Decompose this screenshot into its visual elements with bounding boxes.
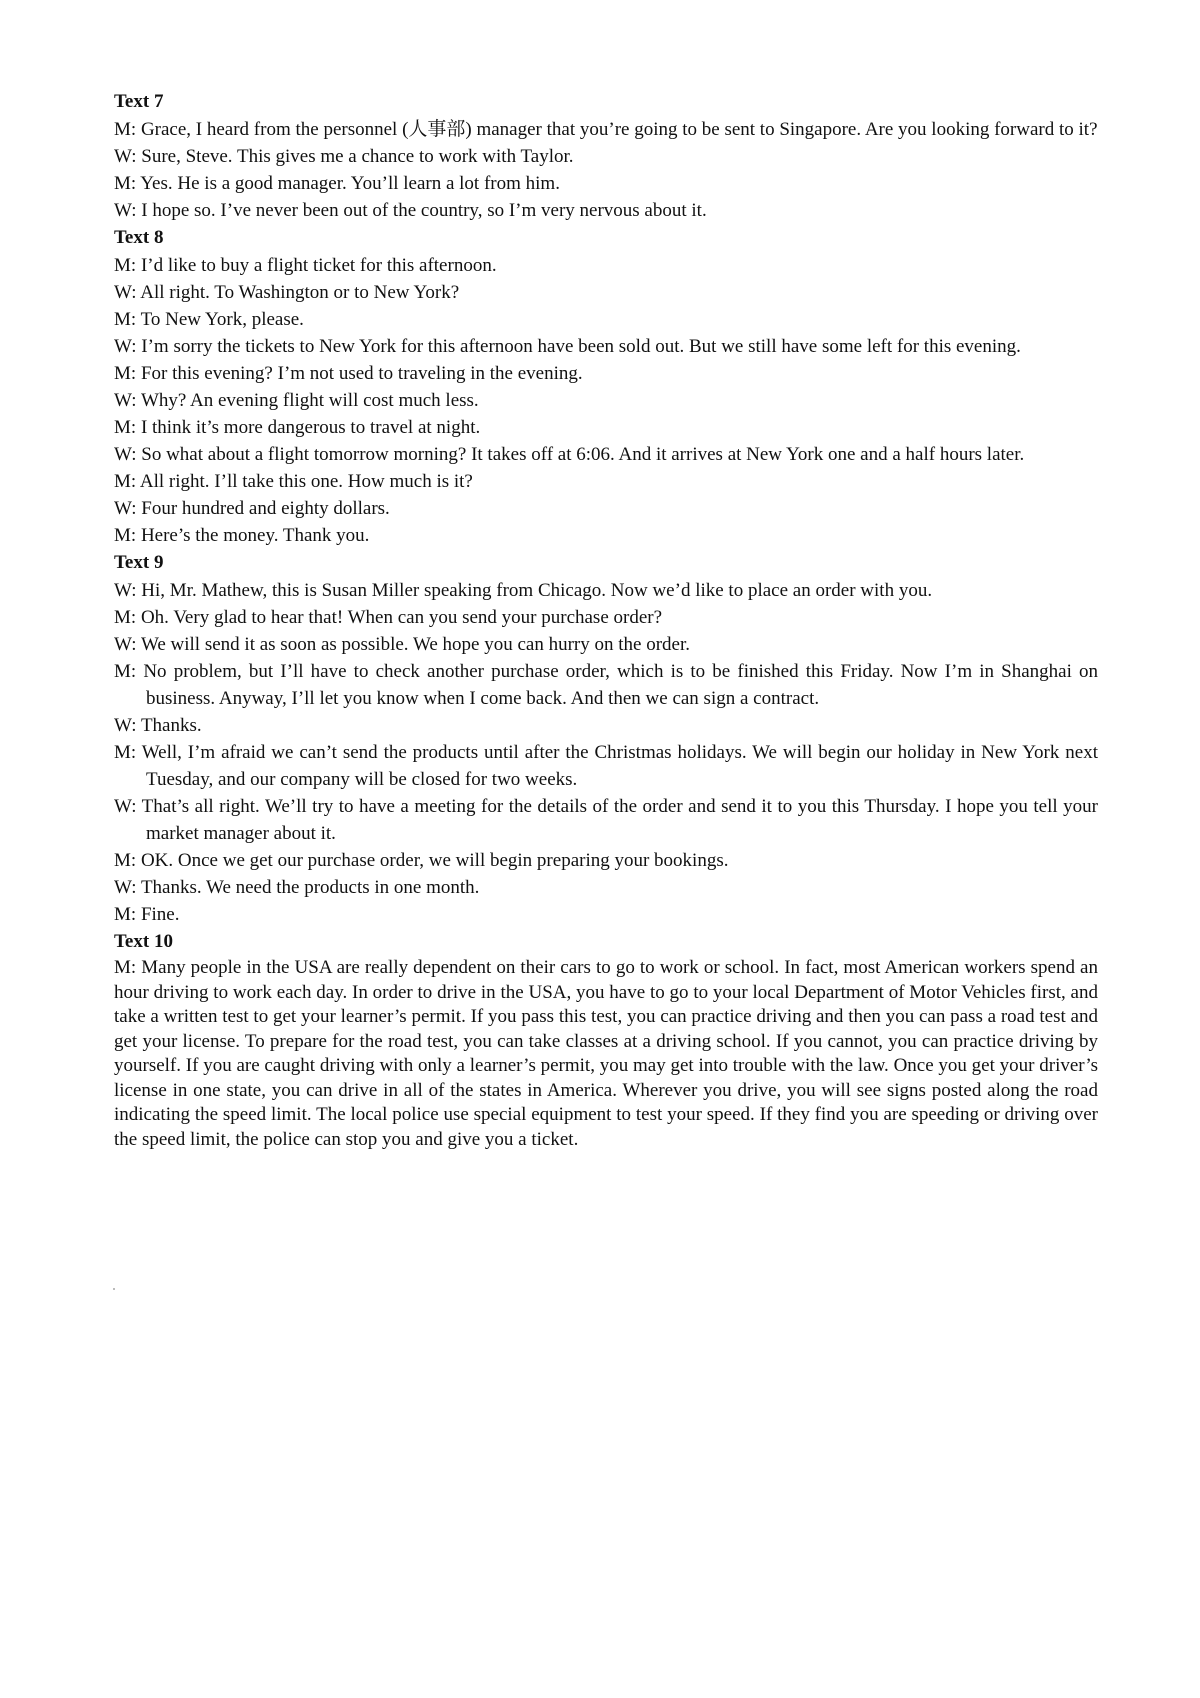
speaker-label: M: xyxy=(114,661,137,682)
document-page xyxy=(114,88,1098,1152)
dialogue-line xyxy=(114,306,1098,333)
dialogue-line xyxy=(114,847,1098,874)
dialogue-line xyxy=(114,116,1098,143)
line-text: Sure, Steve. This gives me a chance to work with Taylor. xyxy=(141,146,574,167)
dialogue-line xyxy=(114,739,1098,793)
line-text: I hope so. I’ve never been out of the country, so I’m very nervous about it. xyxy=(141,200,707,221)
speaker-label: W: xyxy=(114,390,137,411)
dialogue-line xyxy=(114,874,1098,901)
speaker-label: M: xyxy=(114,255,137,276)
line-text: Here’s the money. Thank you. xyxy=(140,525,370,546)
section-title: Text 10 xyxy=(114,931,173,952)
dialogue-line xyxy=(114,197,1098,224)
dialogue-line xyxy=(114,658,1098,712)
speaker-label: M: xyxy=(114,417,137,438)
speaker-label: W: xyxy=(114,715,137,736)
dialogue-line xyxy=(114,143,1098,170)
speaker-label: M: xyxy=(114,904,137,925)
section-title: Text 7 xyxy=(114,91,164,112)
dialogue-lines xyxy=(114,116,1098,224)
line-text: Four hundred and eighty dollars. xyxy=(141,498,390,519)
dialogue-line xyxy=(114,279,1098,306)
line-text: That’s all right. We’ll try to have a meeting for the details of the order and send it to you this Thursday. I hope you tell your market manager about it. xyxy=(141,796,1098,844)
monologue-text: Many people in the USA are really dependent on their cars to go to work or school. In fact, most American workers spend an hour driving to work each day. In order to drive in the USA, you have to go to your local Department of Motor Vehicles first, and take a written test to get your learner’s permit. If you pass this test, you can practice driving and then you can pass a road test and get your license. To prepare for the road test, you can take classes at a driving school. If you cannot, you can practice driving by yourself. If you are caught driving with only a learner’s permit, you may get into trouble with the law. Once you get your driver’s license in one state, you can drive in all of the states in America. Wherever you drive, you will see signs posted along the road indicating the speed limit. The local police use special equipment to test your speed. If they find you are speeding or driving over the speed limit, the police can stop you and give you a ticket. xyxy=(114,957,1098,1150)
speaker-label: M: xyxy=(114,119,137,140)
dialogue-line xyxy=(114,414,1098,441)
dialogue-line xyxy=(114,577,1098,604)
line-text: OK. Once we get our purchase order, we will begin preparing your bookings. xyxy=(140,850,729,871)
line-text: Hi, Mr. Mathew, this is Susan Miller speaking from Chicago. Now we’d like to place an order with you. xyxy=(141,580,933,601)
line-text: I’d like to buy a flight ticket for this afternoon. xyxy=(140,255,497,276)
speaker-label: M: xyxy=(114,850,137,871)
speaker-label: M: xyxy=(114,173,137,194)
section-title: Text 9 xyxy=(114,552,164,573)
speaker-label: M: xyxy=(114,471,137,492)
line-text: Thanks. We need the products in one month. xyxy=(140,877,480,898)
dialogue-line xyxy=(114,360,1098,387)
line-text: Grace, I heard from the personnel (人事部) manager that you’re going to be sent to Singapore. Are you looking forward to it? xyxy=(140,119,1098,140)
dialogue-line xyxy=(114,252,1098,279)
dialogue-line xyxy=(114,604,1098,631)
line-text: Why? An evening flight will cost much less. xyxy=(140,390,479,411)
line-text: So what about a flight tomorrow morning? It takes off at 6:06. And it arrives at New York one and a half hours later. xyxy=(141,444,1025,465)
section-text-8 xyxy=(114,226,1098,549)
line-text: We will send it as soon as possible. We hope you can hurry on the order. xyxy=(140,634,691,655)
line-text: I think it’s more dangerous to travel at night. xyxy=(140,417,481,438)
dialogue-lines xyxy=(114,252,1098,549)
section-text-7 xyxy=(114,90,1098,224)
stray-mark xyxy=(113,1288,115,1290)
speaker-label: M: xyxy=(114,309,137,330)
line-text: To New York, please. xyxy=(140,309,304,330)
speaker-label: M: xyxy=(114,363,137,384)
speaker-label: W: xyxy=(114,200,137,221)
speaker-label: W: xyxy=(114,634,137,655)
monologue-paragraph xyxy=(114,956,1098,1152)
section-text-9 xyxy=(114,551,1098,928)
dialogue-line xyxy=(114,793,1098,847)
line-text: I’m sorry the tickets to New York for this afternoon have been sold out. But we still have some left for this evening. xyxy=(141,336,1021,357)
dialogue-line xyxy=(114,441,1098,468)
speaker-label: W: xyxy=(114,336,137,357)
speaker-label: W: xyxy=(114,444,137,465)
line-text: Fine. xyxy=(140,904,180,925)
line-text: Well, I’m afraid we can’t send the products until after the Christmas holidays. We will begin our holiday in New York next Tuesday, and our company will be closed for two weeks. xyxy=(141,742,1098,790)
dialogue-line xyxy=(114,631,1098,658)
dialogue-line xyxy=(114,495,1098,522)
section-text-10 xyxy=(114,930,1098,1152)
line-text: Yes. He is a good manager. You’ll learn a lot from him. xyxy=(140,173,560,194)
speaker-label: M: xyxy=(114,607,137,628)
speaker-label: W: xyxy=(114,498,137,519)
dialogue-lines xyxy=(114,577,1098,928)
dialogue-line xyxy=(114,468,1098,495)
speaker-label: W: xyxy=(114,877,137,898)
speaker-label: W: xyxy=(114,580,137,601)
line-text: All right. To Washington or to New York? xyxy=(140,282,460,303)
speaker-label: M: xyxy=(114,742,137,763)
line-text: All right. I’ll take this one. How much is it? xyxy=(139,471,473,492)
speaker-label: W: xyxy=(114,146,137,167)
speaker-label: W: xyxy=(114,282,137,303)
speaker-label: M: xyxy=(114,525,137,546)
dialogue-line xyxy=(114,170,1098,197)
line-text: For this evening? I’m not used to traveling in the evening. xyxy=(140,363,583,384)
line-text: No problem, but I’ll have to check another purchase order, which is to be finished this Friday. Now I’m in Shanghai on business. Anyway, I’ll let you know when I come back. And then we can sign a contract. xyxy=(143,661,1098,709)
line-text: Thanks. xyxy=(140,715,202,736)
dialogue-line xyxy=(114,901,1098,928)
dialogue-line xyxy=(114,712,1098,739)
dialogue-line xyxy=(114,522,1098,549)
dialogue-line xyxy=(114,387,1098,414)
dialogue-line xyxy=(114,333,1098,360)
section-title: Text 8 xyxy=(114,227,164,248)
speaker-label: W: xyxy=(114,796,137,817)
line-text: Oh. Very glad to hear that! When can you send your purchase order? xyxy=(140,607,663,628)
speaker-label: M: xyxy=(114,957,137,978)
